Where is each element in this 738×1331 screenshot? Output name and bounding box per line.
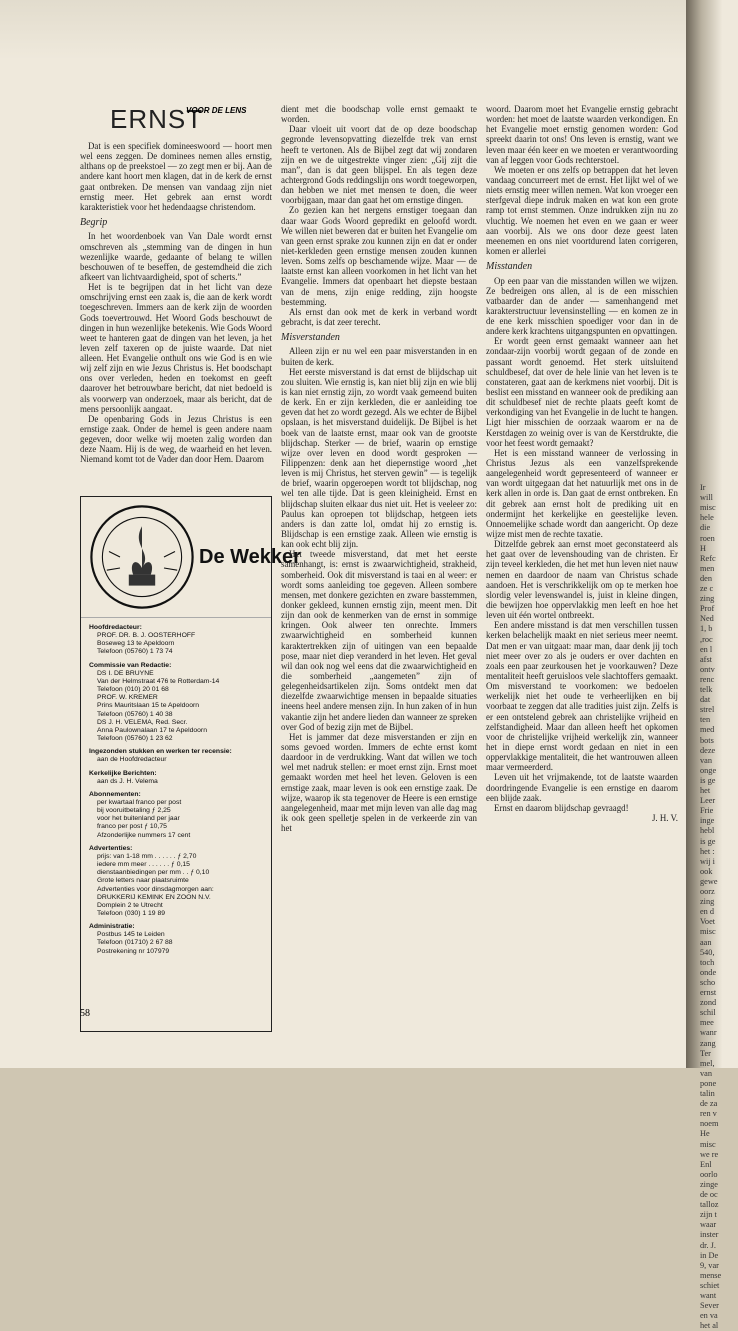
masthead-heading: Administratie: xyxy=(89,923,135,931)
facing-page-fragment: deze xyxy=(700,745,716,755)
paragraph: Het is te begrijpen dat in het licht van deze omschrijving ernst een zaak is, die aan de kerk wordt toegeschreven. Immers aan de kerk zijn de woorden Gods toevertrouwd. Het Woord Gods beschouwt de dingen in hun wezenlijke betekenis. Wie Gods Woord weet te hanteren gaat de dingen van het leven, ja het leven zelf taxeren op de juiste waarde. Dat niet alleen. Het Evangelie onthult ons wie God is en wie wij zelf zijn en wie Jezus Christus is. Het boodschapt ons over verleden, heden en toekomst en geeft daarover het betrouwbare bericht, dat niet bedoeld is als voorwerp van onderzoek, maar als bericht, dat de mens persoonlijk aangaat. xyxy=(80,282,272,414)
facing-page-fragment: 1, b xyxy=(700,624,713,634)
facing-page-fragment: ze c xyxy=(700,584,714,593)
facing-page-fragment: zinge xyxy=(700,1179,718,1189)
masthead-heading: Kerkelijke Berichten: xyxy=(89,769,157,777)
facing-page-fragment: hebl xyxy=(700,826,715,836)
masthead-line: Domplein 2 te Utrecht xyxy=(97,901,163,909)
masthead-line: Anna Paulownalaan 17 te Apeldoorn xyxy=(97,726,207,734)
facing-page-fragment: is ge xyxy=(700,836,716,846)
facing-page-fragment: ,roc xyxy=(700,634,713,644)
facing-page-fragment: in De xyxy=(700,1250,719,1260)
facing-page-fragment: is ge xyxy=(700,775,716,785)
facing-page-fragment: aan xyxy=(700,937,712,947)
column-3 xyxy=(486,104,678,1029)
masthead-line: Telefoon (010) 20 01 68 xyxy=(97,686,169,694)
author-signature: J. H. V. xyxy=(651,812,678,823)
paragraph: woord. Daarom moet het Evangelie ernstig gebracht worden: het moet de laatste waarden verkondigen. En het Evangelie moet ernstig genomen worden: God spreekt daarin tot ons! Ons leven is ernstig, want we leven maar één keer en we moeten er verantwoording van af leggen voor Gods rechterstoel. xyxy=(486,104,678,165)
paragraph: Het tweede misverstand, dat met het eerste samenhangt, is: ernst is zwaarwichtigheid, strakheid, somberheid. Ook dit misverstand is taai en al weer: er wordt soms aanleiding toe gegeven. Alleen sombere mensen, met donkere gezichten en zware basstemmen, donker gekleed, kunnen ernstig zijn, meent men. Dit zijn dan ook de kenmerken van de ernst in sommige kringen. Ook alweer ten onrechte. Immers zwaarwichtigheid en somberheid kunnen karaktertrekken zijn of uitingen van een bepaalde pose, maar niet diep veranderd in het leven. Het geval wil dan ook nog wel eens dat die zwaarwichtigheid en die somberheid „aangemeten” zijn of gelegenheidsartikelen zijn. Soms ontdekt men dat diezelfde zwaarwichtige mensen in bepaalde situaties ineens heel andere mensen zijn. In hun zaken of in hun vakantie zijn het andere lieden dan wanneer ze spreken over God of bezig zijn met de Bijbel. xyxy=(281,549,477,732)
facing-page-fragment: inge xyxy=(700,816,715,826)
facing-page-fragment: de oc xyxy=(700,1190,718,1199)
paragraph: Zo gezien kan het nergens ernstiger toegaan dan daar waar Gods Woord gepredikt en geloofd wordt. We willen niet beweren dat er buiten het Evangelie om van geen ernst sprake zou kunnen zijn en dat er onder niet-kerkleden geen ernstige mensen zouden kunnen leven. Soms zelfs op beschamende wijze. Maar — de laatste ernst kan alleen voorkomen in het licht van het Evangelie. Immers dat openbaart het diepste bestaan van de mens, zijn enige redding, zijn hoogste bestemming. xyxy=(281,205,477,307)
facing-page-fragment: den xyxy=(700,573,712,583)
paragraph: Ernst en daarom blijdschap gevraagd! xyxy=(494,802,629,813)
paragraph: Het is jammer dat deze misverstanden er zijn en soms gevoed worden. Immers de echte ernst komt daardoor in de verdrukking. Want dat willen we toch wel met nadruk stellen: er moet ernst zijn. Ernst moet gemaakt worden met heel het leven. Geloven is een ernstige zaak, maar leven is ook een ernstige zaak. De wijze, waarop ik sta tegenover de Heere is een ernstige aangelegenheid, maar met mijn leven van alle dag mag ik ook geen spelletje spelen in de verkeerde zin van het xyxy=(281,731,477,834)
masthead-line: Grote letters naar plaatsruimte xyxy=(97,877,189,885)
masthead-line: PROF. W. KREMER xyxy=(97,694,158,702)
facing-page-fragment: men xyxy=(700,563,715,573)
facing-page-fragment: gewe xyxy=(700,876,718,886)
facing-page-fragment: waar xyxy=(700,1220,717,1230)
masthead-heading: Ingezonden stukken en werken ter recensie: xyxy=(89,748,232,756)
facing-page-fragment: van xyxy=(700,755,712,765)
facing-page-fragment: en d xyxy=(700,907,715,917)
facing-page-fragment: mee xyxy=(700,1018,714,1028)
masthead-line: Advertenties voor dinsdagmorgen aan: xyxy=(97,885,214,893)
facing-page-fragment: zang xyxy=(700,1038,716,1048)
facing-page-fragment: ten xyxy=(700,715,711,725)
masthead-line: Telefoon (01710) 2 67 88 xyxy=(97,939,173,947)
article-title: ERNST xyxy=(110,104,204,134)
facing-page-fragment: die xyxy=(700,523,711,533)
masthead-line: PROF. DR. B. J. OOSTERHOFF xyxy=(97,632,196,640)
facing-page-fragment: ren v xyxy=(700,1109,717,1119)
paragraph: Er wordt geen ernst gemaakt wanneer aan het zondaar-zijn voorbij wordt gegaan of de zonde en passant wordt genoemd. Het sterk uitsluitend schuldbesef, dat over de hele linie van het leven is te constateren, gaat aan de kerkmens niet voorbij. Dit is beslist een misstand en wanneer ook de prediking aan dit schuldbesef niet de rechte plaats geeft komt de verkondiging van het Evangelie in de lucht te hangen. Ligt hier misschien de oorzaak waarom er na de Kerstdagen zo weinig over is van de Kerstdrukte, die voor het feest wordt gemaakt? xyxy=(486,336,678,448)
facing-page-fragment: mense xyxy=(700,1270,722,1280)
paragraph: De openbaring Gods in Jezus Christus is een ernstige zaak. Onder de hemel is geen andere naam gegeven, door welke wij moeten zalig worden dan deze Naam. Hij is de weg, de waarheid en het leven. Niemand komt tot de Vader dan door Hem. Daarom xyxy=(80,413,272,465)
paragraph: Het eerste misverstand is dat ernst de blijdschap uit zou sluiten. Wie ernstig is, kan niet blij zijn en wie blij is kan niet ernstig zijn, zo wordt vaak gemeend buiten de kerk. En er zijn kerkleden, die er aanleiding toe geven dat het zo wordt gezegd. Als we echter de Bijbel opslaan, is het misverstand duidelijk. De Bijbel is het boek van de laatste ernst, maar ook van de grootste blijdschap. Sterker — de brief, waarin op ernstige wijze over leven en dood wordt gesproken — Filippenzen: denk aan het diepernstige woord „het leven is mij Christus, het sterven gewin” — is tegelijk de brief, waarin opgeroepen wordt tot blijdschap, nog wel ten alle tijde. Dat is geen kleinigheid. Ernst en blijdschap sluiten elkaar dus niet uit. Het is veeleer zo: Paulus kan oproepen tot blijdschap, hetgeen iets anders is dan zatte lol, omdat hij zo ernstig is. Blijdschap is een ernstige zaak. Alleen wie ernstig is kan ook echt blij zijn. xyxy=(281,366,477,550)
facing-page-fragment: 540, xyxy=(700,947,715,957)
facing-page-fragment: med xyxy=(700,725,715,735)
facing-page-fragment: Enl xyxy=(700,1159,712,1169)
facing-page-fragment: oorz xyxy=(700,887,715,896)
masthead-line: voor het buitenland per jaar xyxy=(97,815,180,823)
facing-page-fragment: noem xyxy=(700,1119,719,1129)
masthead-line: iedere mm meer . . . . . . ƒ 0,15 xyxy=(97,861,190,869)
column-1 xyxy=(80,141,272,491)
masthead-heading: Advertenties: xyxy=(89,844,133,852)
facing-page-fragment: ernst xyxy=(700,988,717,997)
facing-page-fragment: misc xyxy=(700,503,716,513)
facing-page-fragment: H xyxy=(700,543,706,553)
facing-page-fragment: renc xyxy=(700,674,715,684)
masthead-heading: Commissie van Redactie: xyxy=(89,661,172,669)
column-label: VOOR DE LENS xyxy=(186,106,247,115)
masthead-line: DS J. H. VELEMA, Red. Secr. xyxy=(97,718,188,726)
facing-page-fragment: ook xyxy=(700,866,713,876)
masthead-line: Postbus 145 te Leiden xyxy=(97,931,165,939)
facing-page-fragment: mel, xyxy=(700,1058,715,1068)
masthead-heading: Hoofdredacteur: xyxy=(89,624,142,631)
facing-page-fragment: Prof xyxy=(700,604,715,614)
facing-page-fragment: het al xyxy=(700,1321,719,1331)
masthead-line: aan ds J. H. Velema xyxy=(97,777,158,785)
facing-page-fragment: will xyxy=(700,493,713,503)
facing-page-fragment: strel xyxy=(700,705,715,715)
facing-page-fragment: dr. J. xyxy=(700,1240,716,1250)
page-number: 58 xyxy=(80,1008,90,1019)
masthead-line: DS I. DE BRUYNE xyxy=(97,669,154,677)
masthead-line: Telefoon (030) 1 19 89 xyxy=(97,910,166,917)
facing-page-fragment: onge xyxy=(700,765,717,775)
paragraph: Een andere misstand is dat men verschillen tussen kerken belachelijk maakt en niet serieus meer neemt. Dat men er van uitgaat: maar man, daar denk jij toch niet meer over zo als je ouders er over dachten en zoals een paar zeurkousen het je voorkauwen? Deze mentaliteit heeft geruisloos vele slachtoffers gemaakt. Om misverstand te voorkomen: we bedoelen werkelijk niet het oude te verheerlijken en bij voorbaat te zeggen dat alle tradities juist zijn. Zelfs is er een ontstelend gebrek aan christelijke vrijheid en zelfstandigheid. Maar dan alleen heeft het opkomen voor de christelijke vrijheid werkelijk zin, wanneer het in diepe ernst wordt gedaan en niet in een oppervlakkige mentaliteit, die het wantrouwen alleen maar vermeerderd. xyxy=(486,620,678,773)
facing-page-fragment: ontv xyxy=(700,664,715,674)
facing-page-fragment: talin xyxy=(700,1089,715,1098)
facing-page-fragment: wij i xyxy=(700,856,715,866)
paragraph: Dat is een specifiek domineeswoord — hoort men wel eens zeggen. De dominees nemen alles ernstig, althans op de preekstoel — zo zegt men er bij. Aan de andere kant hoort men klagen, dat in de kerk de ernst gaat ontbreken. De mensen van vandaag zijn niet ernstig meer. Het gebrek aan ernst wordt karakteristiek voor het hedendaagse christendom. xyxy=(80,141,272,212)
facing-page-fragment: schil xyxy=(700,1008,716,1018)
facing-page-fragment: talloz xyxy=(700,1200,719,1210)
paragraph: In het woordenboek van Van Dale wordt ernst omschreven als „stemming van de dingen in hun wezenlijke waarde, gedaante of belang te willen beschouwen of te beseffen, de gestemdheid die zich afkeert van lichtvaardigheid, spot of scherts.” xyxy=(80,231,272,282)
facing-page-fragment: scho xyxy=(700,977,716,987)
facing-page-fragment: telk xyxy=(700,685,713,694)
facing-page-fragment: en va xyxy=(700,1311,718,1321)
facing-page-fragment: wanr xyxy=(700,1028,717,1038)
paragraph: Het is een misstand wanneer de verlossing in Christus Jezus als een vanzelfsprekende aangelegenheid wordt gepresenteerd of wanneer er van wordt uitgegaan dat het natuurlijk met ons in de kerk allen in orde is. Dan gaat de ernst ontbreken. En dit gebrek aan ernst holt de prediking uit en ondermijnt het kerkelijke en geestelijke leven. Onnoemelijke schade wordt dan aangericht. Op deze wijze mist men de rechte taxatie. xyxy=(486,447,678,540)
paragraph: Als ernst dan ook met de kerk in verband wordt gebracht, is dat zeer terecht. xyxy=(281,306,477,327)
facing-page-fragment: misc xyxy=(700,927,716,937)
facing-page-fragment: de za xyxy=(700,1099,718,1109)
facing-page-fragment: afst xyxy=(700,654,712,664)
facing-page-fragment: zing xyxy=(700,897,715,907)
masthead-heading: Abonnementen: xyxy=(89,790,141,798)
facing-page-fragment: het xyxy=(700,786,711,795)
masthead-line: Prins Mauritslaan 15 te Apeldoorn xyxy=(97,702,200,710)
masthead-line: bij vooruitbetaling ƒ 2,25 xyxy=(97,807,171,815)
facing-page-fragment: oorlo xyxy=(700,1169,718,1179)
facing-page-fragment: Refc xyxy=(700,553,716,563)
facing-page-fragment: want xyxy=(700,1291,717,1300)
facing-page-fragment: schiet xyxy=(700,1280,720,1290)
facing-page-fragment: 9, var xyxy=(700,1260,719,1270)
facing-page-fragment: onde xyxy=(700,967,717,977)
facing-page-fragment: Ter xyxy=(700,1048,711,1058)
next-page-edge xyxy=(700,0,738,1331)
facing-page-fragment: Voet xyxy=(700,917,716,927)
facing-page-fragment: He xyxy=(700,1129,710,1139)
masthead-line: franco per post ƒ 10,75 xyxy=(97,823,167,831)
subheading-misverstanden: Misverstanden xyxy=(281,332,340,344)
masthead-brand: De Wekker xyxy=(199,546,301,568)
paragraph: Daar vloeit uit voort dat de op deze boodschap gegronde levensopvatting diezelfde trek van ernst heeft te vertonen. Als de Bijbel zegt dat wij zondaren zijn en we de uitgestrekte vinger zien: „Gij zijt die man”, dan is dat geen blijspel. En als tegen deze achtergrond Gods reddingslijn ons wordt toegeworpen, dan hebben we niet met mensen te doen, die weer voorbijgaan, maar dan gaat het om ernstige dingen. xyxy=(281,124,477,206)
masthead-line: Telefoon (05760) 1 73 74 xyxy=(97,648,173,656)
masthead-line: Boseweg 13 te Apeldoorn xyxy=(97,640,175,648)
facing-page-fragment: en l xyxy=(700,644,713,654)
facing-page-fragment: dat xyxy=(700,695,711,705)
subheading-misstanden: Misstanden xyxy=(486,261,533,273)
column-2 xyxy=(281,104,477,1029)
facing-page-fragment: we re xyxy=(700,1149,719,1159)
masthead-line: Postrekening nr 107979 xyxy=(97,947,170,955)
masthead-line: Telefoon (05760) 1 23 62 xyxy=(97,735,173,743)
facing-page-fragment: zijn t xyxy=(700,1210,717,1220)
facing-page-fragment: bots xyxy=(700,735,714,745)
facing-page-fragment: roen xyxy=(700,533,715,543)
facing-page-fragment: hele xyxy=(700,513,714,523)
paragraph: Leven uit het vrijmakende, tot de laatste waarden doordringende Evangelie is een ernstige en daarom een blijde zaak. xyxy=(486,772,678,803)
masthead-line: DRUKKERIJ KEMINK EN ZOON N.V. xyxy=(97,893,211,901)
facing-page-fragment: pone xyxy=(700,1078,717,1088)
paragraph: Ditzelfde gebrek aan ernst moet geconstateerd als het gaat over de levenshouding van de christen. Er zijn teveel kerkleden, die het met hun leven niet nauw nemen en daardoor de naam van Christus schade aandoen. Het is verschrikkelijk om op te merken hoe slordig veler levenswandel is, juist in kleine dingen, die bewijzen hoe oppervlakkig men leeft en hoe het leven uit één wortel ontbreekt. xyxy=(486,539,678,621)
masthead-logo xyxy=(81,497,301,618)
facing-page-fragment: zing xyxy=(700,594,715,604)
masthead-line: prijs: van 1-18 mm . . . . . . ƒ 2,70 xyxy=(97,852,197,860)
masthead-line: Afzonderlijke nummers 17 cent xyxy=(97,831,191,839)
facing-page-fragment: misc xyxy=(700,1139,716,1149)
paragraph: dient met die boodschap volle ernst gemaakt te worden. xyxy=(281,104,477,125)
facing-page-fragment: inster xyxy=(700,1230,719,1240)
facing-page-fragment: zond xyxy=(700,998,717,1008)
masthead-line: dienstaanbiedingen per mm . . ƒ 0,10 xyxy=(97,869,210,877)
facing-page-fragment: toch xyxy=(700,957,715,967)
paragraph: Alleen zijn er nu wel een paar misverstanden in en buiten de kerk. xyxy=(281,346,477,367)
facing-page-fragment: het : xyxy=(700,846,715,856)
masthead-box xyxy=(80,496,301,1032)
facing-page-fragment: Leer xyxy=(700,796,716,806)
masthead-line: Telefoon (05760) 1 40 38 xyxy=(97,710,173,718)
church-seal-icon xyxy=(87,502,197,612)
subheading-begrip: Begrip xyxy=(80,216,108,228)
paragraph: We moeten er ons zelfs op betrappen dat het leven vandaag concurreert met de ernst. Het lijkt wel of we niets ernstig meer willen nemen. Wat kon vroeger een sterfgeval diepe indruk maken en wat kon een grote ramp tot ernst stemmen. Onze indrukken zijn nu zo vluchtig. We noemen het even en we gaan er weer aan voorbij. Als we ons door deze geest laten meenemen en ons niet voortdurend laten corrigeren, komen er allerlei xyxy=(486,164,678,256)
facing-page-fragment: Frie xyxy=(700,806,714,816)
masthead-line: per kwartaal franco per post xyxy=(97,798,182,806)
masthead-info xyxy=(89,624,263,956)
facing-page-fragment: Ned xyxy=(700,614,714,624)
facing-page-fragment: Ir xyxy=(700,483,706,492)
paragraph: Op een paar van die misstanden willen we wijzen. Ze bedreigen ons allen, al is de een misschien vatbaarder dan de ander — samenhangend met karakterstructuur levensinstelling — en komen ze in de ene kerk misschien spoediger voor dan in de andere kerk krachtens uitgangspunten en opvattingen. xyxy=(486,275,678,337)
masthead-line: aan de Hoofdredacteur xyxy=(97,756,167,764)
masthead-line: Van der Helmstraat 476 te Rotterdam-14 xyxy=(97,677,220,685)
facing-page-fragment: van xyxy=(700,1068,712,1078)
facing-page-fragment: Sever xyxy=(700,1301,719,1311)
